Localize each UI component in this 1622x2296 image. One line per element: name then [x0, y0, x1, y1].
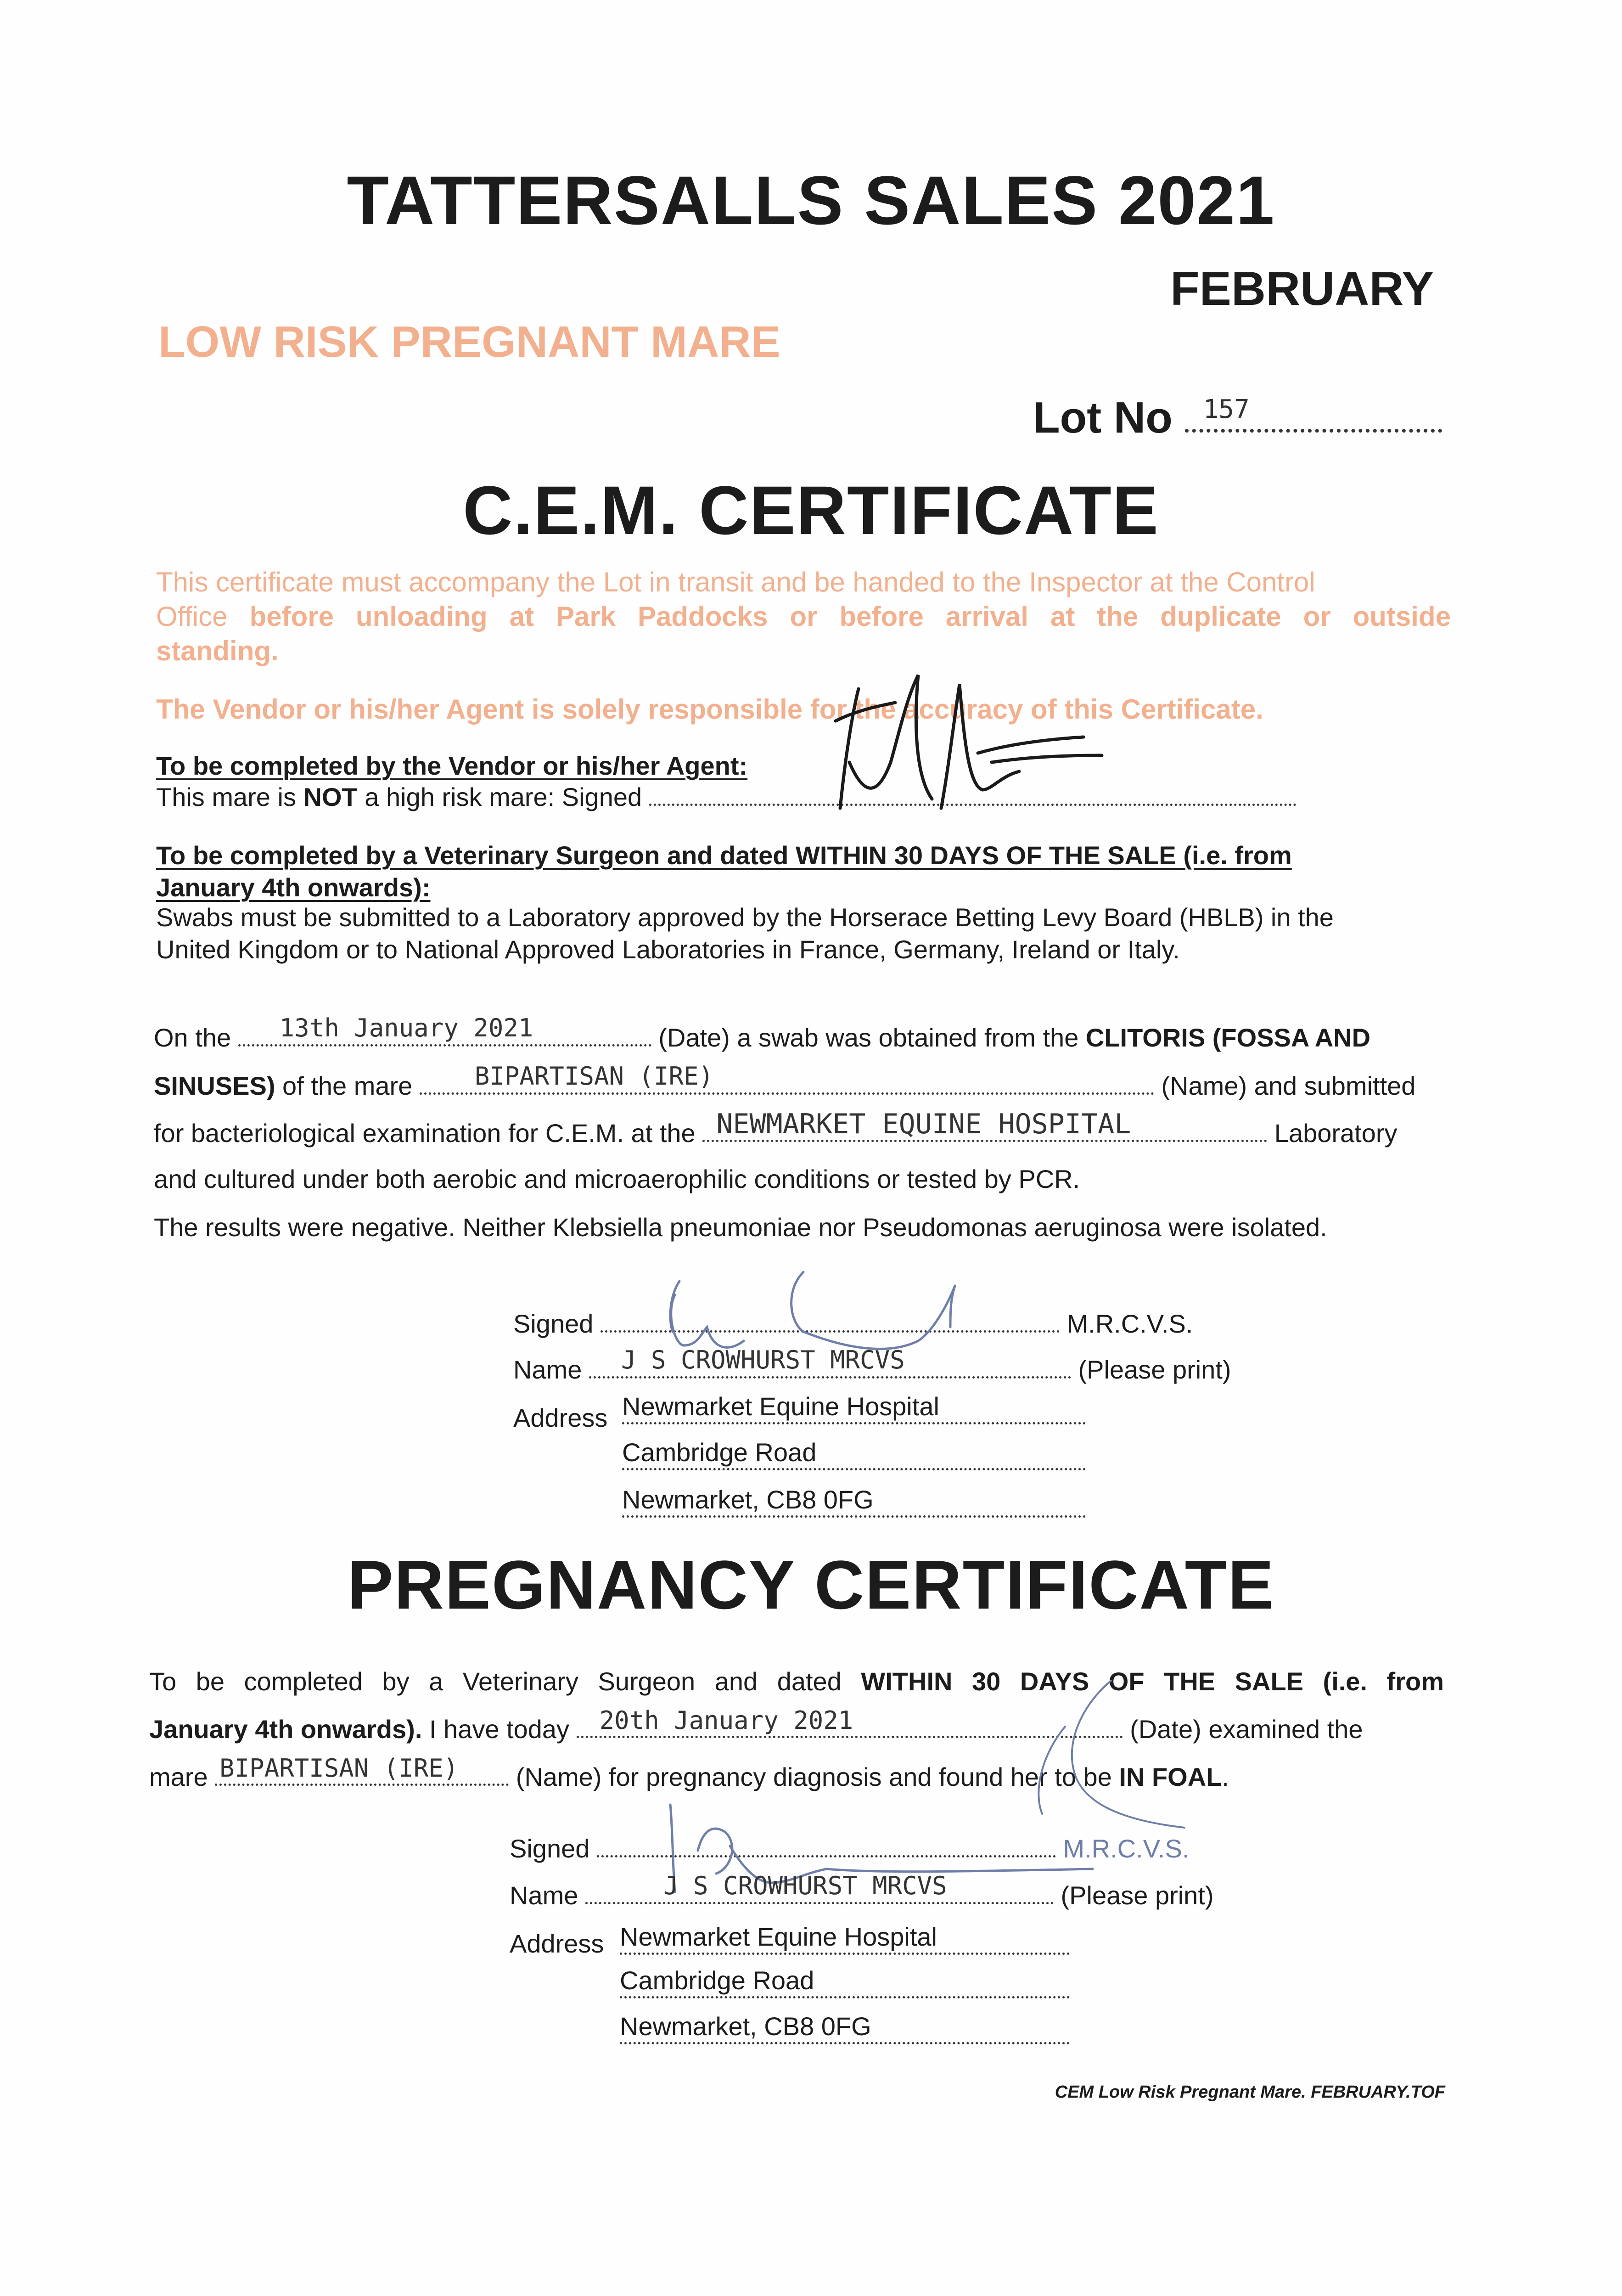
- vet-instructions-line-1: Swabs must be submitted to a Laboratory approved by the Horserace Betting Levy Board (HBLB) in the: [156, 903, 1334, 932]
- vendor-text-b: a high risk mare: Signed: [357, 782, 642, 811]
- lot-label: Lot No: [1033, 393, 1173, 442]
- notice-before-unloading: before unloading at Park Paddocks or before arrival at the duplicate or outside: [249, 601, 1451, 632]
- lab-field: [702, 1108, 1267, 1142]
- preg-date-field: [577, 1706, 1123, 1738]
- preg-line-2-b: I have today: [422, 1715, 570, 1744]
- cem-signed-label: Signed: [513, 1309, 594, 1338]
- vet-heading-line-2: January 4th onwards):: [156, 873, 431, 902]
- preg-address-label: Address: [510, 1929, 604, 1958]
- notice-line-2: [156, 599, 1451, 634]
- cem-signed-row: [513, 1311, 1193, 1337]
- vendor-heading: To be completed by the Vendor or his/her Agent:: [156, 751, 748, 780]
- preg-line-1-b: WITHIN 30 DAYS OF THE SALE (i.e. from: [861, 1667, 1444, 1696]
- swab-date-value: 13th January 2021: [279, 1013, 533, 1042]
- preg-address-line-3: Newmarket, CB8 0FG: [620, 2014, 1070, 2044]
- cem-name-value: J S CROWHURST MRCVS: [621, 1345, 905, 1374]
- cem-address-line-3: Newmarket, CB8 0FG: [622, 1487, 1086, 1518]
- pregnancy-title: PREGNANCY CERTIFICATE: [347, 1546, 1275, 1623]
- preg-period: .: [1222, 1762, 1229, 1791]
- responsibility-notice: The Vendor or his/her Agent is solely responsible for the accuracy of this Certificate.: [156, 694, 1263, 725]
- vendor-text-a: This mare is: [156, 782, 303, 811]
- cem-certificate-title: C.E.M. CERTIFICATE: [463, 472, 1159, 549]
- preg-name-label: Name: [510, 1881, 578, 1910]
- cem-address-line-2: Cambridge Road: [622, 1440, 1086, 1470]
- preg-signed-row: [510, 1836, 1189, 1862]
- cem-name-field: [589, 1345, 1071, 1379]
- on-the-label: On the: [154, 1023, 231, 1052]
- preg-date-value: 20th January 2021: [599, 1706, 853, 1735]
- cem-address-label: Address: [513, 1403, 608, 1432]
- lot-number: [1033, 393, 1442, 443]
- cem-mare-field: [420, 1062, 1154, 1095]
- sale-title: TATTERSALLS SALES 2021: [347, 162, 1275, 239]
- cem-line-2: [154, 1062, 1416, 1100]
- clitoris-text: CLITORIS (FOSSA AND: [1085, 1023, 1371, 1052]
- cem-line-5: The results were negative. Neither Klebsiella pneumoniae nor Pseudomonas aeruginosa were isolated.: [154, 1213, 1327, 1242]
- preg-mare-field: [215, 1754, 509, 1786]
- transit-notice: [156, 565, 1451, 668]
- cem-name-label: Name: [513, 1355, 582, 1384]
- preg-line-1: [149, 1658, 1444, 1705]
- preg-signature-line: [597, 1855, 1056, 1857]
- cem-line-1: [154, 1013, 1371, 1052]
- preg-line-1-a: To be completed by a Veterinary Surgeon and dated: [149, 1667, 861, 1696]
- laboratory-text: Laboratory: [1274, 1119, 1398, 1148]
- bacteriological-text: for bacteriological examination for C.E.M. at the: [154, 1119, 696, 1148]
- notice-line-1: This certificate must accompany the Lot in transit and be handed to the Inspector at the Control: [156, 567, 1315, 597]
- in-foal-text: IN FOAL: [1119, 1762, 1222, 1791]
- swab-text: (Date) a swab was obtained from the: [658, 1023, 1086, 1052]
- cem-line-3: [154, 1108, 1398, 1148]
- cem-line-4: and cultured under both aerobic and microaerophilic conditions or tested by PCR.: [154, 1165, 1080, 1193]
- vendor-not: NOT: [303, 782, 358, 811]
- cem-vet-signature: [634, 1240, 1093, 1359]
- preg-mare-value: BIPARTISAN (IRE): [219, 1754, 459, 1783]
- preg-line-2-a: January 4th onwards).: [149, 1715, 422, 1744]
- of-the-mare-text: of the mare: [275, 1071, 413, 1100]
- preg-signed-label: Signed: [510, 1834, 590, 1863]
- vet-heading: [156, 839, 1451, 904]
- preg-line-2-c: (Date) examined the: [1130, 1715, 1363, 1744]
- cem-mare-value: BIPARTISAN (IRE): [474, 1062, 714, 1091]
- cem-mrcvs: M.R.C.V.S.: [1066, 1309, 1193, 1338]
- sinuses-text: SINUSES): [154, 1071, 275, 1100]
- preg-line-3: [149, 1753, 1444, 1801]
- preg-line-2: [149, 1705, 1444, 1753]
- preg-line-3-b: (Name) for pregnancy diagnosis and found her to be: [516, 1762, 1119, 1791]
- preg-mrcvs: M.R.C.V.S.: [1063, 1834, 1190, 1863]
- lab-value: NEWMARKET EQUINE HOSPITAL: [716, 1108, 1131, 1140]
- vendor-statement: [156, 784, 1296, 810]
- preg-address-line-2: Cambridge Road: [620, 1968, 1070, 1998]
- notice-office: Office: [156, 601, 250, 632]
- preg-please-print: (Please print): [1061, 1881, 1214, 1910]
- preg-address-line-1: Newmarket Equine Hospital: [620, 1924, 1070, 1955]
- category-label: LOW RISK PREGNANT MARE: [158, 317, 780, 366]
- cem-signature-line: [601, 1330, 1060, 1333]
- lot-field: [1185, 394, 1442, 433]
- footer-reference: CEM Low Risk Pregnant Mare. FEBRUARY.TOF: [1055, 2082, 1445, 2102]
- notice-standing: standing.: [156, 636, 279, 666]
- swab-date-field: [238, 1013, 651, 1047]
- cem-please-print: (Please print): [1078, 1355, 1231, 1384]
- sale-month: FEBRUARY: [1170, 262, 1434, 315]
- vet-instructions: [156, 901, 1451, 966]
- preg-line-3-a: mare: [149, 1762, 208, 1791]
- preg-name-field: [585, 1871, 1054, 1904]
- cem-name-row: [513, 1345, 1231, 1384]
- lot-value: 157: [1203, 394, 1250, 424]
- vet-instructions-line-2: United Kingdom or to National Approved Laboratories in France, Germany, Ireland or Italy.: [156, 935, 1180, 964]
- name-submitted-text: (Name) and submitted: [1161, 1071, 1416, 1100]
- preg-name-value: J S CROWHURST MRCVS: [663, 1871, 947, 1900]
- preg-name-row: [510, 1871, 1214, 1910]
- pregnancy-statement: [149, 1658, 1444, 1801]
- vendor-signature-line: [649, 804, 1296, 806]
- vet-heading-line-1: To be completed by a Veterinary Surgeon and dated WITHIN 30 DAYS OF THE SALE (i.e. from: [156, 841, 1292, 870]
- cem-address-line-1: Newmarket Equine Hospital: [622, 1394, 1086, 1424]
